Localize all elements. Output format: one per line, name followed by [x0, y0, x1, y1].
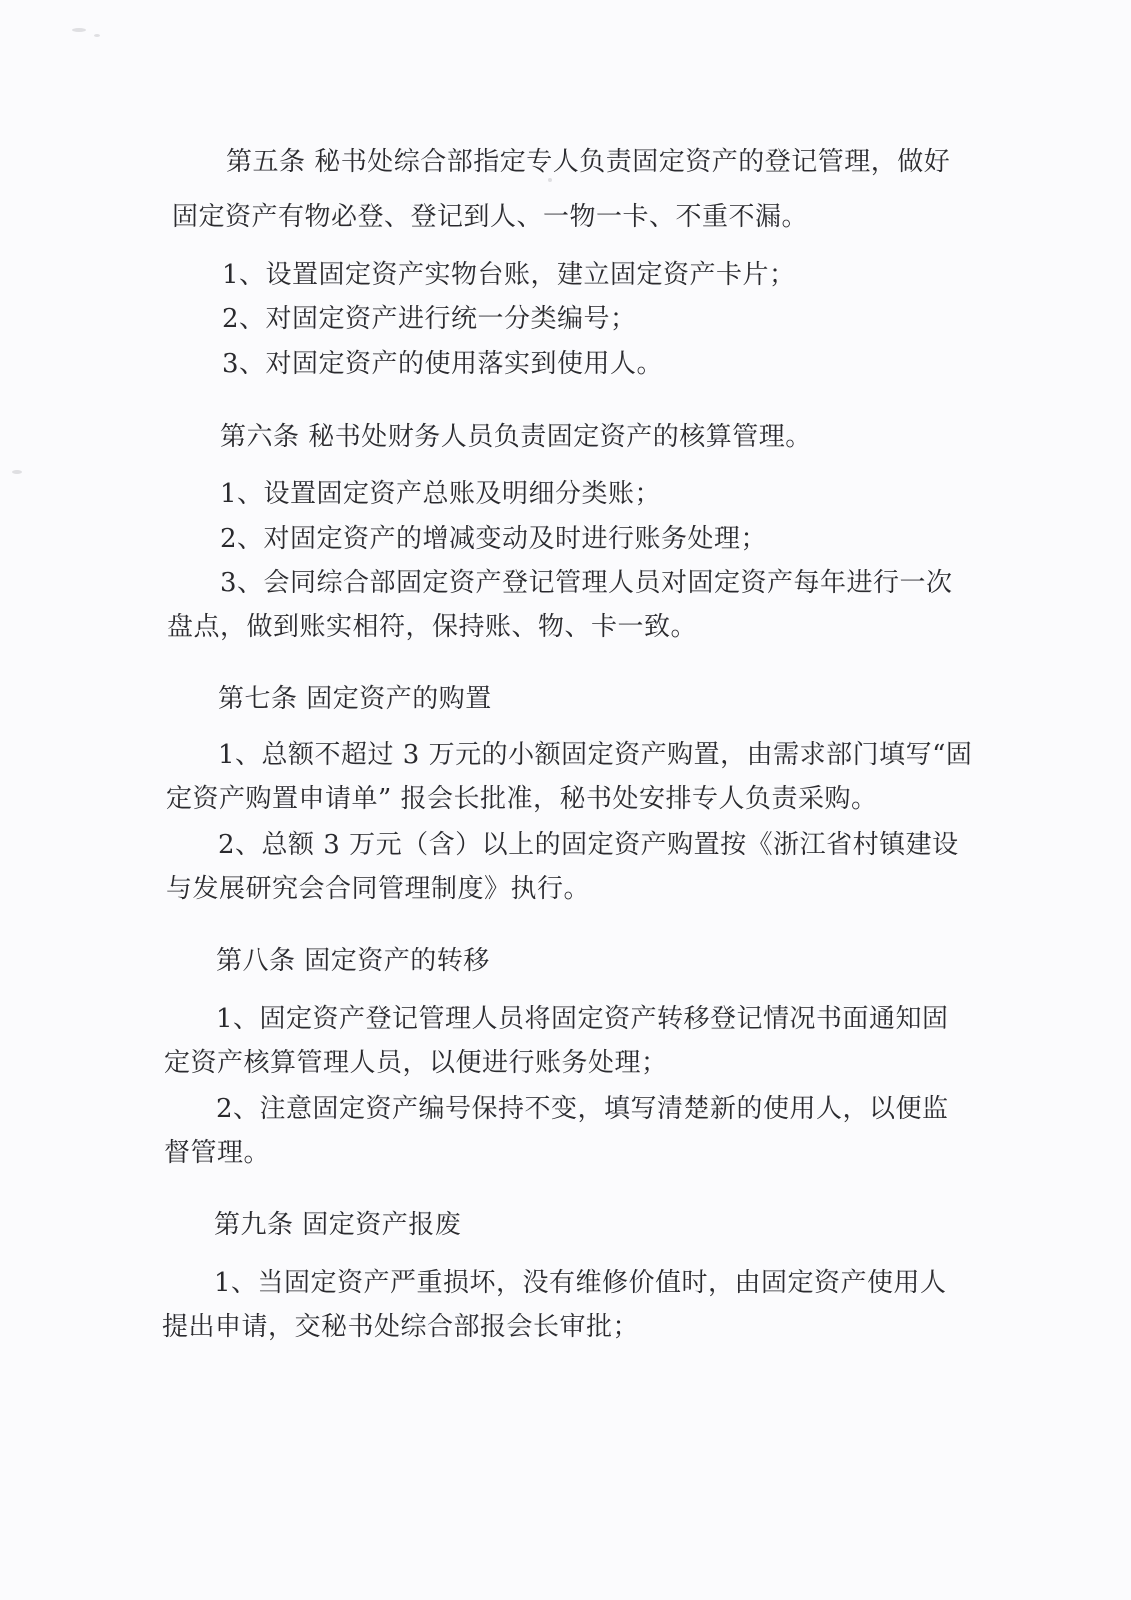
article-8-item-1-continuation: 定资产核算管理人员，以便进行账务处理； — [164, 1048, 668, 1078]
scan-speck — [12, 470, 22, 474]
article-5-item-1: 1、设置固定资产实物台账，建立固定资产卡片； — [222, 260, 796, 290]
article-9-heading: 第九条 固定资产报废 — [214, 1210, 462, 1240]
article-5-item-2: 2、对固定资产进行统一分类编号； — [222, 304, 637, 334]
article-7-item-2-continuation: 与发展研究会合同管理制度》执行。 — [166, 874, 591, 904]
article-7-heading: 第七条 固定资产的购置 — [218, 684, 492, 714]
article-8-item-2-continuation: 督管理。 — [164, 1138, 271, 1168]
article-8-item-2: 2、注意固定资产编号保持不变，填写清楚新的使用人，以便监 — [216, 1094, 949, 1124]
article-9-item-1-continuation: 提出申请，交秘书处综合部报会长审批； — [162, 1312, 640, 1342]
article-6-item-3: 3、会同综合部固定资产登记管理人员对固定资产每年进行一次 — [220, 568, 953, 598]
article-5-heading: 第五条 秘书处综合部指定专人负责固定资产的登记管理，做好 — [226, 147, 951, 177]
article-6-item-1: 1、设置固定资产总账及明细分类账； — [220, 479, 662, 509]
article-7-item-2: 2、总额 3 万元（含）以上的固定资产购置按《浙江省村镇建设 — [218, 830, 959, 860]
article-7-item-1: 1、总额不超过 3 万元的小额固定资产购置，由需求部门填写“固 — [218, 740, 973, 770]
article-7-item-1-continuation: 定资产购置申请单” 报会长批准，秘书处安排专人负责采购。 — [166, 784, 878, 814]
article-6-heading: 第六条 秘书处财务人员负责固定资产的核算管理。 — [220, 422, 812, 452]
article-6-item-2: 2、对固定资产的增减变动及时进行账务处理； — [220, 524, 768, 554]
article-8-item-1: 1、固定资产登记管理人员将固定资产转移登记情况书面通知固 — [216, 1004, 949, 1034]
article-8-heading: 第八条 固定资产的转移 — [216, 946, 490, 976]
scan-speck — [94, 34, 100, 37]
article-9-item-1: 1、当固定资产严重损坏，没有维修价值时，由固定资产使用人 — [214, 1268, 947, 1298]
scan-speck — [72, 28, 86, 32]
article-6-item-3-continuation: 盘点，做到账实相符，保持账、物、卡一致。 — [167, 612, 698, 642]
article-5-item-3: 3、对固定资产的使用落实到使用人。 — [222, 349, 664, 379]
article-5-heading-continuation: 固定资产有物必登、登记到人、一物一卡、不重不漏。 — [172, 202, 809, 232]
